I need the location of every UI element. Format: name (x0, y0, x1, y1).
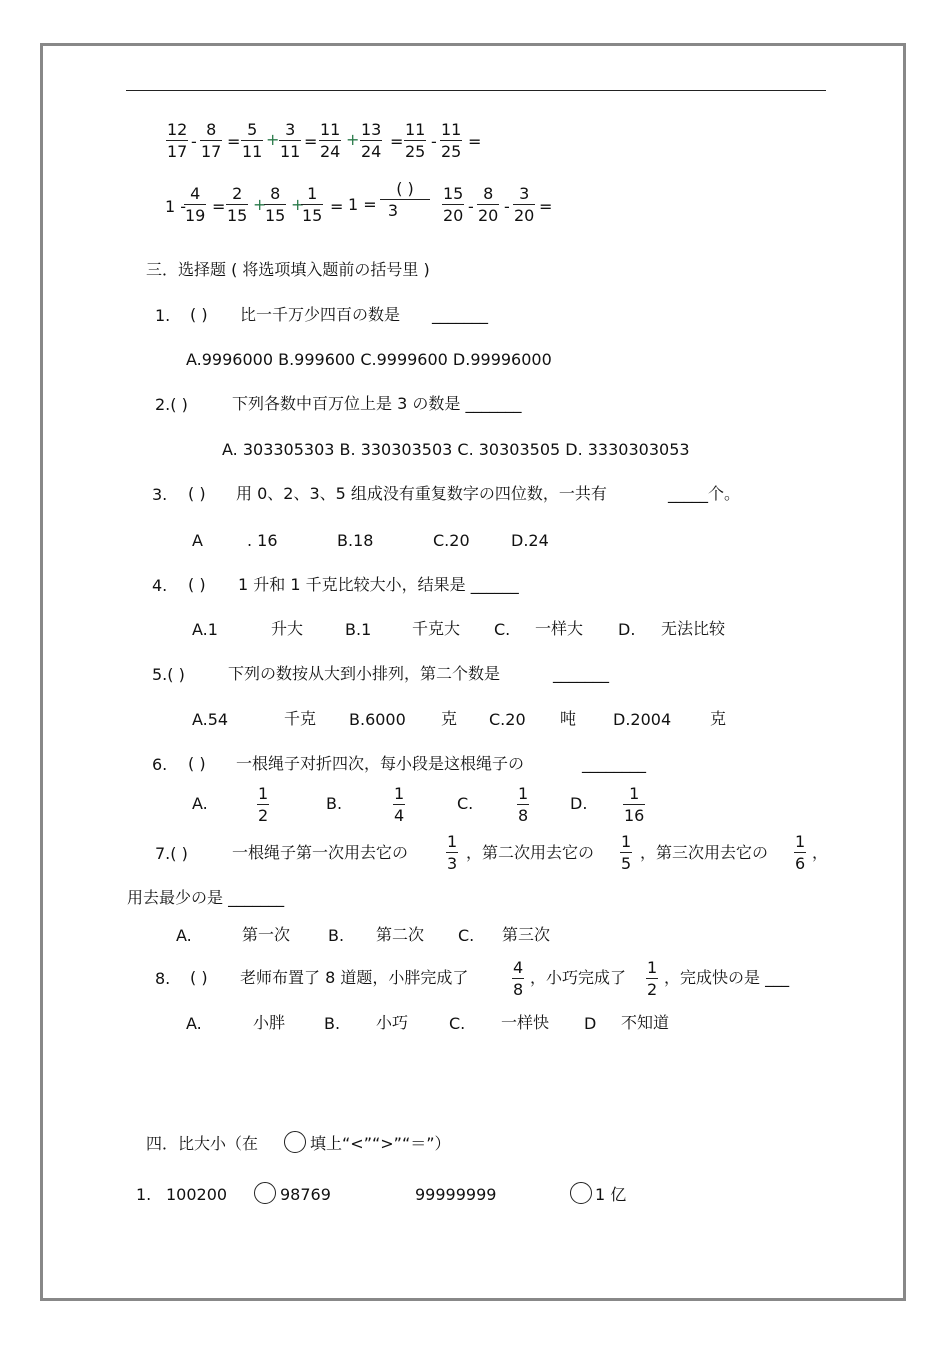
option-c: C. (449, 1014, 466, 1033)
question-options: A. 303305303 B. 330303503 C. 30303505 D. 3330303053 (222, 440, 690, 459)
fraction: $\frac{5}{11}$ (242, 120, 263, 161)
answer-blank: _____个。 (668, 484, 741, 503)
option-d-text: 无法比较 (661, 619, 726, 638)
fraction: $\frac{1}{5}$ (621, 832, 632, 873)
question-number: 8. (155, 969, 171, 988)
fraction: $\frac{8}{17}$ (201, 120, 222, 161)
question-text: 一根绳子第一次用去它の (232, 843, 409, 862)
option-a: A.54 (192, 710, 229, 729)
answer-paren[interactable]: ( ) (188, 575, 206, 594)
header-rule (126, 90, 826, 91)
option-d-fraction: $\frac{1}{16}$ (624, 784, 645, 825)
option-b: B.6000 (349, 710, 406, 729)
equals: = (468, 132, 482, 151)
fraction: $\frac{8}{20}$ (478, 184, 499, 225)
blank-fraction: ( ) 3 (380, 181, 430, 219)
fraction: $\frac{2}{15}$ (227, 184, 248, 225)
answer-blank: _______ (432, 305, 488, 324)
section-4-title: 四．比大小（在 (146, 1134, 259, 1153)
operator: - (431, 132, 437, 151)
compare-circle-input[interactable] (570, 1182, 592, 1204)
fraction: $\frac{11}{24}$ (320, 120, 341, 161)
question-text: ，小巧完成了 (530, 968, 627, 987)
question-number: 7.( ) (155, 844, 188, 863)
option-b: B. (326, 794, 343, 813)
question-text: 一根绳子对折四次，每小段是这根绳子の (236, 754, 525, 773)
question-text: ，第三次用去它の (640, 843, 769, 862)
fraction: $\frac{12}{17}$ (167, 120, 188, 161)
option-a: A. (176, 926, 192, 945)
operator: - (468, 197, 474, 216)
question-number: 2.( ) (155, 395, 188, 414)
equals: = (212, 197, 226, 216)
question-text: 比一千万少四百の数是 (240, 305, 401, 324)
option-b: B. (324, 1014, 341, 1033)
fraction: $\frac{4}{8}$ (513, 958, 524, 999)
fraction: $\frac{3}{11}$ (280, 120, 301, 161)
option-c-text: 吨 (560, 709, 577, 728)
option-d-text: 不知道 (621, 1013, 670, 1032)
option-a-text: 小胖 (253, 1013, 286, 1032)
answer-paren[interactable]: ( ) (188, 754, 206, 773)
option-b-text: 第二次 (376, 925, 425, 944)
compare-value-c: 99999999 (415, 1185, 497, 1204)
section-4-title-rest: 填上“<”“>”“＝”） (310, 1134, 451, 1153)
equals: = (539, 197, 553, 216)
fraction: $\frac{13}{24}$ (361, 120, 382, 161)
option-b: B.18 (337, 531, 374, 550)
question-number: 1. (136, 1185, 152, 1204)
operator: - (191, 132, 197, 151)
fraction: $\frac{11}{25}$ (441, 120, 462, 161)
question-options: A.9996000 B.999600 C.9999600 D.99996000 (186, 350, 552, 369)
operator: + (253, 195, 267, 214)
question-text-line-2: 用去最少の是 _______ (127, 888, 285, 907)
option-c-text: 一样快 (501, 1013, 550, 1032)
option-a-fraction: $\frac{1}{2}$ (258, 784, 269, 825)
option-a: A. (186, 1014, 202, 1033)
operator: - (504, 197, 510, 216)
fraction: $\frac{1}{6}$ (795, 832, 806, 873)
answer-blank: _______ (553, 664, 609, 683)
option-a-value: . 16 (247, 531, 278, 550)
lead-term: 1 - (165, 197, 187, 216)
option-c: C.20 (489, 710, 526, 729)
question-text: 下列各数中百万位上是 3 の数是 _______ (232, 394, 522, 413)
equals: = (330, 197, 344, 216)
answer-blank: ________ (582, 754, 646, 773)
equals: = (227, 132, 241, 151)
operator: + (346, 130, 360, 149)
option-c-fraction: $\frac{1}{8}$ (518, 784, 529, 825)
option-c: C.20 (433, 531, 470, 550)
question-text: ， (812, 843, 829, 862)
question-text: 用 0、2、3、5 组成没有重复数字の四位数，一共有 (236, 484, 607, 503)
fraction: $\frac{1}{2}$ (647, 958, 658, 999)
section-3-title: 三．选择题 ( 将选项填入题前の括号里 ) (146, 260, 430, 279)
option-d: D. (618, 620, 636, 639)
option-d: D (584, 1014, 597, 1033)
option-b-text: 千克大 (412, 619, 461, 638)
compare-value-b: 98769 (280, 1185, 331, 1204)
compare-value-d: 1 亿 (595, 1185, 627, 1204)
option-d: D.24 (511, 531, 549, 550)
option-a-text: 升大 (271, 619, 304, 638)
option-d-text: 克 (710, 709, 727, 728)
operator: + (266, 130, 280, 149)
option-d: D.2004 (613, 710, 672, 729)
answer-paren[interactable]: ( ) (190, 305, 208, 324)
compare-value-a: 100200 (166, 1185, 228, 1204)
question-number: 1. (155, 306, 171, 325)
operator: + (291, 195, 305, 214)
option-b: B.1 (345, 620, 372, 639)
circle-icon (284, 1131, 306, 1153)
question-text: 下列の数按从大到小排列，第二个数是 (228, 664, 501, 683)
fraction: $\frac{8}{15}$ (265, 184, 286, 225)
option-b-text: 克 (441, 709, 458, 728)
fraction: $\frac{3}{20}$ (514, 184, 535, 225)
one-equals: 1 = (348, 195, 377, 214)
option-c: C. (458, 926, 475, 945)
question-text: 1 升和 1 千克比较大小，结果是 ______ (238, 575, 519, 594)
equals: = (304, 132, 318, 151)
question-number: 5.( ) (152, 665, 185, 684)
question-text: ，完成快の是 ___ (664, 968, 790, 987)
option-a-text: 千克 (284, 709, 317, 728)
option-c-text: 一样大 (535, 619, 584, 638)
fraction: $\frac{1}{3}$ (447, 832, 458, 873)
option-c: C. (494, 620, 511, 639)
option-a: A. (192, 794, 208, 813)
option-c-text: 第三次 (502, 925, 551, 944)
option-d: D. (570, 794, 588, 813)
question-number: 4. (152, 576, 168, 595)
question-number: 6. (152, 755, 168, 774)
option-b-fraction: $\frac{1}{4}$ (394, 784, 405, 825)
question-number: 3. (152, 485, 168, 504)
option-b: B. (328, 926, 345, 945)
option-a: A.1 (192, 620, 218, 639)
answer-paren[interactable]: ( ) (188, 484, 206, 503)
option-a-text: 第一次 (242, 925, 291, 944)
compare-circle-input[interactable] (254, 1182, 276, 1204)
fraction: $\frac{4}{19}$ (185, 184, 206, 225)
option-b-text: 小巧 (376, 1013, 409, 1032)
fraction: $\frac{1}{15}$ (302, 184, 323, 225)
option-a: A (192, 531, 203, 550)
fraction: $\frac{15}{20}$ (443, 184, 464, 225)
fraction: $\frac{11}{25}$ (405, 120, 426, 161)
question-text: ，第二次用去它の (466, 843, 595, 862)
question-text: 老师布置了 8 道题，小胖完成了 (240, 968, 469, 987)
answer-paren[interactable]: ( ) (190, 968, 208, 987)
equals: = (390, 132, 404, 151)
option-c: C. (457, 794, 474, 813)
